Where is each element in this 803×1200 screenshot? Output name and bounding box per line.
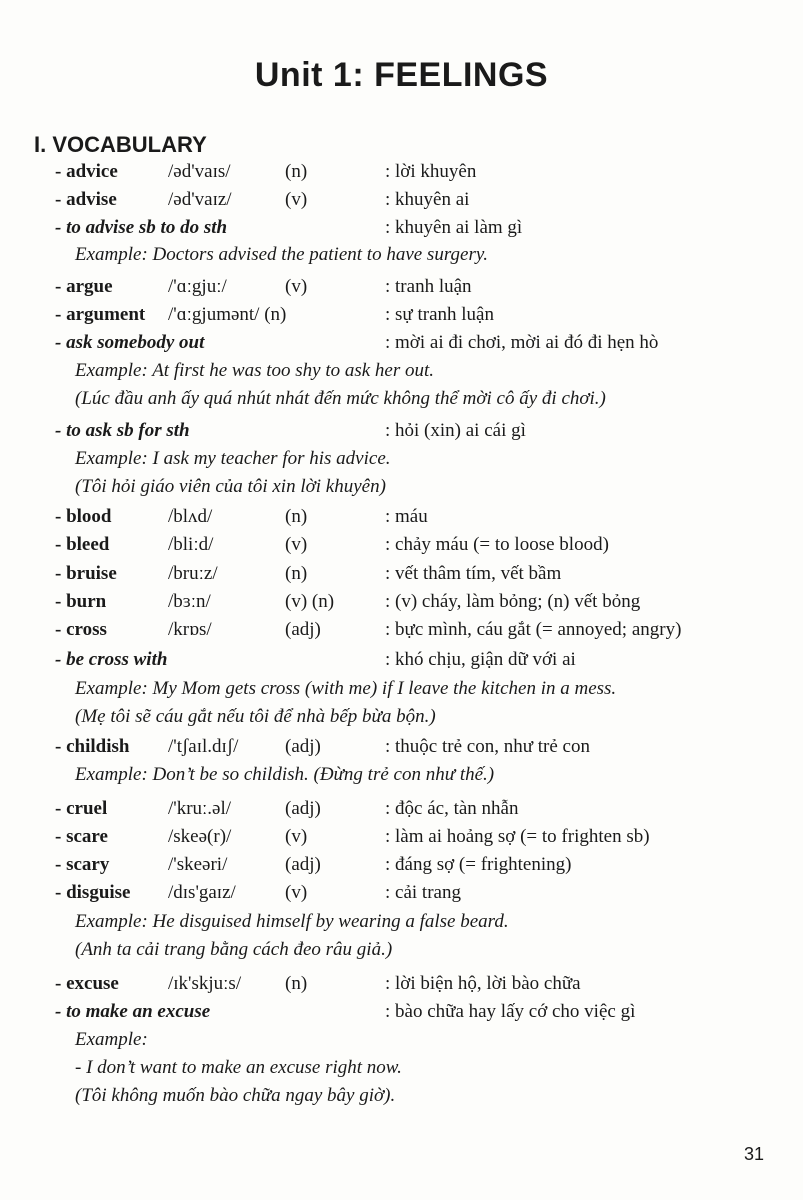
part-of-speech: (adj) <box>285 736 321 757</box>
phonetic: /əd'vaɪz/ <box>168 189 232 210</box>
phonetic: /əd'vaɪs/ <box>168 161 231 182</box>
example-text: Example: He disguised himself by wearing a false beard. <box>75 911 509 932</box>
vocab-entry <box>0 189 803 215</box>
vocab-entry <box>0 882 803 908</box>
meaning: : khuyên ai làm gì <box>385 217 523 238</box>
vocab-entry <box>0 276 803 302</box>
headword: - argue <box>55 276 113 297</box>
meaning: : đáng sợ (= frightening) <box>385 854 572 875</box>
meaning: : cải trang <box>385 882 461 903</box>
example-text: Example: <box>75 1029 148 1050</box>
example-text: Example: Doctors advised the patient to have surgery. <box>75 244 488 265</box>
part-of-speech: (v) <box>285 882 308 903</box>
headword: - cross <box>55 619 107 640</box>
example-text: Example: At first he was too shy to ask her out. <box>75 360 435 381</box>
meaning: : độc ác, tàn nhẫn <box>385 798 519 819</box>
headword: - bleed <box>55 534 110 555</box>
part-of-speech: (v) (n) <box>285 591 335 612</box>
meaning: : thuộc trẻ con, như trẻ con <box>385 736 590 757</box>
example-line <box>0 764 803 790</box>
example-text: Example: My Mom gets cross (with me) if I leave the kitchen in a mess. <box>75 678 617 699</box>
phrase: - be cross with <box>55 649 168 670</box>
vocab-entry <box>0 217 803 243</box>
part-of-speech: (n) <box>285 506 308 527</box>
vocab-entry <box>0 736 803 762</box>
phonetic: /'ɑːgjuː/ <box>168 276 227 297</box>
vocab-entry <box>0 563 803 589</box>
phonetic: /dɪs'gaɪz/ <box>168 882 236 903</box>
part-of-speech: (v) <box>285 826 308 847</box>
phonetic: /krɒs/ <box>168 619 212 640</box>
headword: - advise <box>55 189 117 210</box>
meaning: : tranh luận <box>385 276 472 297</box>
headword: - scary <box>55 854 110 875</box>
example-line <box>0 939 803 965</box>
headword: - cruel <box>55 798 108 819</box>
headword: - excuse <box>55 973 119 994</box>
meaning: : (v) cháy, làm bỏng; (n) vết bỏng <box>385 591 641 612</box>
example-text: (Mẹ tôi sẽ cáu gắt nếu tôi để nhà bếp bừa bộn.) <box>75 706 436 727</box>
meaning: : bào chữa hay lấy cớ cho việc gì <box>385 1001 636 1022</box>
phonetic: /'tʃaɪl.dɪʃ/ <box>168 736 239 757</box>
vocab-entry <box>0 619 803 645</box>
meaning: : hỏi (xin) ai cái gì <box>385 420 526 441</box>
headword: - burn <box>55 591 107 612</box>
example-text: - I don’t want to make an excuse right now. <box>75 1057 402 1078</box>
example-line <box>0 448 803 474</box>
example-line <box>0 1057 803 1083</box>
vocab-entry <box>0 420 803 446</box>
headword: - bruise <box>55 563 117 584</box>
phonetic: /skeə(r)/ <box>168 826 232 847</box>
headword: - advice <box>55 161 118 182</box>
part-of-speech: (v) <box>285 276 308 297</box>
meaning: : vết thâm tím, vết bầm <box>385 563 562 584</box>
part-of-speech: (n) <box>285 563 308 584</box>
page-number: 31 <box>744 1144 765 1164</box>
vocab-entry <box>0 506 803 532</box>
phonetic: /'skeəri/ <box>168 854 228 875</box>
page-title: Unit 1: FEELINGS <box>254 56 549 94</box>
headword: - blood <box>55 506 112 527</box>
phrase: - ask somebody out <box>55 332 205 353</box>
example-text: Example: I ask my teacher for his advice. <box>75 448 391 469</box>
example-line <box>0 388 803 414</box>
part-of-speech: (v) <box>285 189 308 210</box>
vocab-entry <box>0 973 803 999</box>
part-of-speech: (adj) <box>285 854 321 875</box>
phrase: - to make an excuse <box>55 1001 211 1022</box>
phonetic: /ɪk'skjuːs/ <box>168 973 242 994</box>
phonetic: /bliːd/ <box>168 534 214 555</box>
vocab-entry <box>0 304 803 330</box>
headword: - scare <box>55 826 108 847</box>
part-of-speech: (n) <box>285 973 308 994</box>
example-text: (Anh ta cải trang bằng cách đeo râu giả.) <box>75 939 393 960</box>
vocab-entry <box>0 798 803 824</box>
example-line <box>0 360 803 386</box>
example-line <box>0 706 803 732</box>
meaning: : lời biện hộ, lời bào chữa <box>385 973 581 994</box>
part-of-speech: (adj) <box>285 619 321 640</box>
phonetic: /'kruː.əl/ <box>168 798 232 819</box>
meaning: : khó chịu, giận dữ với ai <box>385 649 576 670</box>
example-line <box>0 244 803 270</box>
meaning: : sự tranh luận <box>385 304 494 325</box>
example-line <box>0 911 803 937</box>
part-of-speech: (v) <box>285 534 308 555</box>
vocab-entry <box>0 1001 803 1027</box>
vocab-entry <box>0 649 803 675</box>
section-heading: I. VOCABULARY <box>34 132 207 157</box>
phonetic: /bruːz/ <box>168 563 218 584</box>
example-line <box>0 1085 803 1111</box>
meaning: : máu <box>385 506 428 527</box>
meaning: : lời khuyên <box>385 161 477 182</box>
headword: - childish <box>55 736 130 757</box>
phrase: - to ask sb for sth <box>55 420 190 441</box>
vocab-entry <box>0 161 803 187</box>
example-line <box>0 1029 803 1055</box>
meaning: : bực mình, cáu gắt (= annoyed; angry) <box>385 619 682 640</box>
vocab-entry <box>0 854 803 880</box>
example-text: (Tôi hỏi giáo viên của tôi xin lời khuyên) <box>75 476 386 497</box>
phonetic: /bɜːn/ <box>168 591 211 612</box>
phonetic: /blʌd/ <box>168 506 213 527</box>
part-of-speech: (n) <box>285 161 308 182</box>
example-text: (Lúc đầu anh ấy quá nhút nhát đến mức không thể mời cô ấy đi chơi.) <box>75 388 606 409</box>
example-text: (Tôi không muốn bào chữa ngay bây giờ). <box>75 1085 396 1106</box>
phrase: - to advise sb to do sth <box>55 217 228 238</box>
meaning: : khuyên ai <box>385 189 470 210</box>
part-of-speech: (adj) <box>285 798 321 819</box>
vocab-entry <box>0 534 803 560</box>
vocab-entry <box>0 591 803 617</box>
meaning: : làm ai hoảng sợ (= to frighten sb) <box>385 826 650 847</box>
headword: - argument <box>55 304 146 325</box>
example-line <box>0 678 803 704</box>
meaning: : chảy máu (= to loose blood) <box>385 534 609 555</box>
vocab-entry <box>0 332 803 358</box>
example-line <box>0 476 803 502</box>
headword: - disguise <box>55 882 131 903</box>
example-text: Example: Don’t be so childish. (Đừng trẻ con như thế.) <box>75 764 495 785</box>
vocab-entry <box>0 826 803 852</box>
phonetic: /'ɑːgjumənt/ (n) <box>168 304 287 325</box>
meaning: : mời ai đi chơi, mời ai đó đi hẹn hò <box>385 332 659 353</box>
